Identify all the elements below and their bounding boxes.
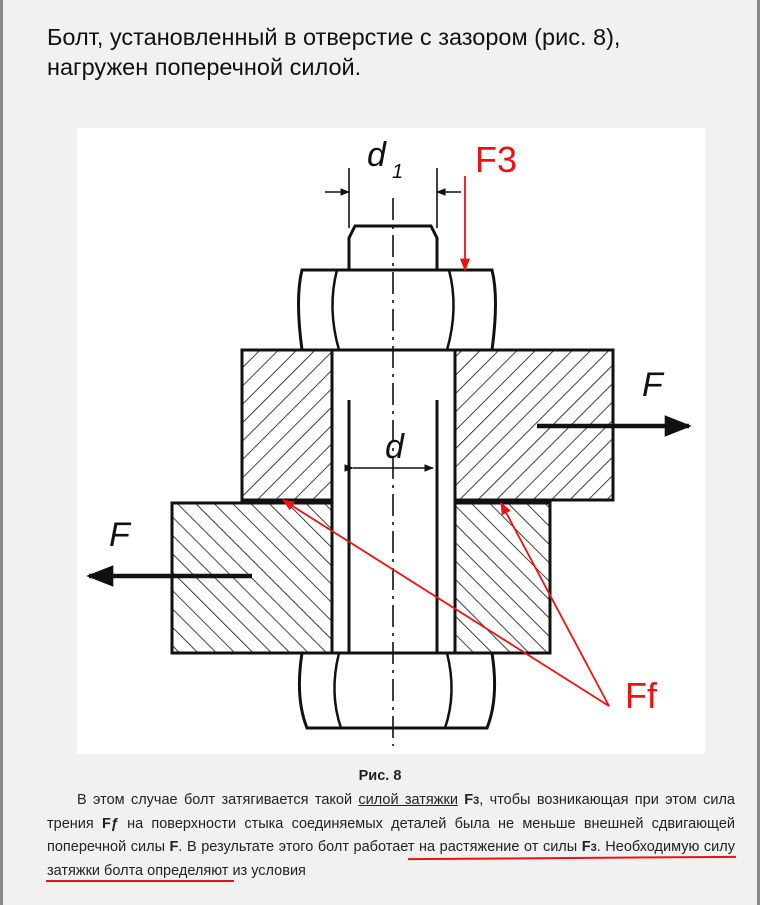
callout-F3 <box>465 139 517 270</box>
label-F3: F3 <box>475 139 518 180</box>
symbol-F3-a: F3 <box>464 792 480 808</box>
para-text-6: . Необходимую силу затяжки болта определяют из условия <box>47 839 735 879</box>
label-F-left: F <box>109 516 130 554</box>
page-title <box>47 22 727 82</box>
label-d: d <box>385 428 404 466</box>
bolt-head <box>299 653 494 728</box>
symbol-F: F <box>169 839 179 855</box>
label-Ff: Ff <box>625 675 657 716</box>
body-paragraph <box>47 789 735 883</box>
symbol-Ff: Fƒ <box>101 816 119 832</box>
title-line-2: нагружен поперечной силой. <box>47 54 362 80</box>
para-text-5: . В результате этого болт работает на растяжение от силы <box>178 839 582 855</box>
para-text-4: на поверхности стыка соединяемых деталей была не меньше внешней сдвигающей поперечной силы <box>47 816 735 855</box>
tightening-force-link[interactable]: силой затяжки <box>358 792 458 808</box>
label-F-right: F <box>642 366 663 404</box>
para-text-1: В этом случае болт затягивается такой <box>77 792 359 808</box>
para-text-3: , чтобы возникающая при этом сила трения <box>47 792 735 832</box>
top-nut <box>299 270 496 350</box>
red-underline-2 <box>46 880 234 882</box>
figure-caption: Рис. 8 <box>358 768 402 784</box>
bolt-drawing-figure <box>77 128 705 754</box>
bolt-drawing-svg <box>77 128 705 754</box>
symbol-F3-b: F3 <box>581 839 597 855</box>
title-line-1: Болт, установленный в отверстие с зазором (рис. 8), <box>47 24 621 50</box>
label-d1: d <box>367 136 386 174</box>
label-d1-subscript: 1 <box>392 161 404 183</box>
